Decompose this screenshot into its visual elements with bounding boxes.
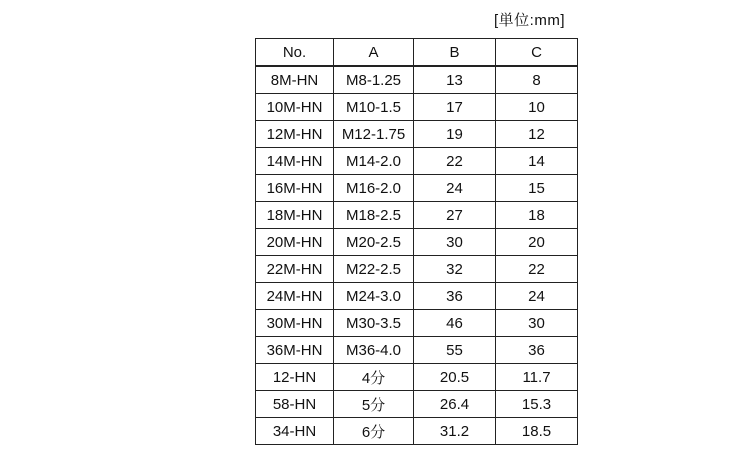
cell-c: 10	[496, 94, 578, 121]
cell-no: 20M-HN	[256, 229, 334, 256]
cell-no: 12-HN	[256, 364, 334, 391]
cell-b: 32	[414, 256, 496, 283]
cell-b: 20.5	[414, 364, 496, 391]
cell-no: 16M-HN	[256, 175, 334, 202]
cell-no: 12M-HN	[256, 121, 334, 148]
table-row	[256, 391, 578, 418]
cell-no: 58-HN	[256, 391, 334, 418]
table-row	[256, 256, 578, 283]
cell-c: 22	[496, 256, 578, 283]
table-row	[256, 121, 578, 148]
cell-b: 31.2	[414, 418, 496, 445]
cell-b: 30	[414, 229, 496, 256]
cell-a: M10-1.5	[334, 94, 414, 121]
cell-c: 11.7	[496, 364, 578, 391]
cell-c: 18	[496, 202, 578, 229]
cell-no: 34-HN	[256, 418, 334, 445]
cell-a: 6分	[334, 418, 414, 445]
cell-c: 18.5	[496, 418, 578, 445]
cell-a: M22-2.5	[334, 256, 414, 283]
cell-a: M30-3.5	[334, 310, 414, 337]
cell-no: 10M-HN	[256, 94, 334, 121]
cell-b: 26.4	[414, 391, 496, 418]
cell-c: 24	[496, 283, 578, 310]
header-c: C	[496, 39, 578, 67]
cell-b: 24	[414, 175, 496, 202]
header-a: A	[334, 39, 414, 67]
table-row	[256, 148, 578, 175]
cell-b: 55	[414, 337, 496, 364]
table-row	[256, 175, 578, 202]
table-row	[256, 418, 578, 445]
cell-c: 30	[496, 310, 578, 337]
table-row	[256, 66, 578, 94]
table-row	[256, 364, 578, 391]
cell-b: 46	[414, 310, 496, 337]
cell-b: 27	[414, 202, 496, 229]
cell-no: 36M-HN	[256, 337, 334, 364]
cell-no: 22M-HN	[256, 256, 334, 283]
cell-a: 4分	[334, 364, 414, 391]
cell-b: 13	[414, 66, 496, 94]
cell-a: M12-1.75	[334, 121, 414, 148]
cell-c: 15.3	[496, 391, 578, 418]
spec-table	[255, 38, 578, 445]
cell-no: 18M-HN	[256, 202, 334, 229]
table-header-row	[256, 39, 578, 67]
cell-b: 19	[414, 121, 496, 148]
header-no: No.	[256, 39, 334, 67]
table-row	[256, 337, 578, 364]
cell-a: M8-1.25	[334, 66, 414, 94]
table-row	[256, 229, 578, 256]
cell-a: M36-4.0	[334, 337, 414, 364]
cell-c: 36	[496, 337, 578, 364]
cell-a: M16-2.0	[334, 175, 414, 202]
cell-c: 15	[496, 175, 578, 202]
cell-a: M24-3.0	[334, 283, 414, 310]
cell-c: 12	[496, 121, 578, 148]
header-b: B	[414, 39, 496, 67]
cell-c: 8	[496, 66, 578, 94]
cell-no: 14M-HN	[256, 148, 334, 175]
unit-note: [単位:mm]	[494, 12, 565, 29]
cell-a: 5分	[334, 391, 414, 418]
cell-b: 17	[414, 94, 496, 121]
table-row	[256, 283, 578, 310]
table-row	[256, 94, 578, 121]
cell-c: 20	[496, 229, 578, 256]
table-row	[256, 202, 578, 229]
cell-c: 14	[496, 148, 578, 175]
cell-b: 36	[414, 283, 496, 310]
cell-a: M18-2.5	[334, 202, 414, 229]
table-row	[256, 310, 578, 337]
cell-a: M14-2.0	[334, 148, 414, 175]
cell-no: 30M-HN	[256, 310, 334, 337]
cell-a: M20-2.5	[334, 229, 414, 256]
cell-no: 24M-HN	[256, 283, 334, 310]
cell-b: 22	[414, 148, 496, 175]
cell-no: 8M-HN	[256, 66, 334, 94]
